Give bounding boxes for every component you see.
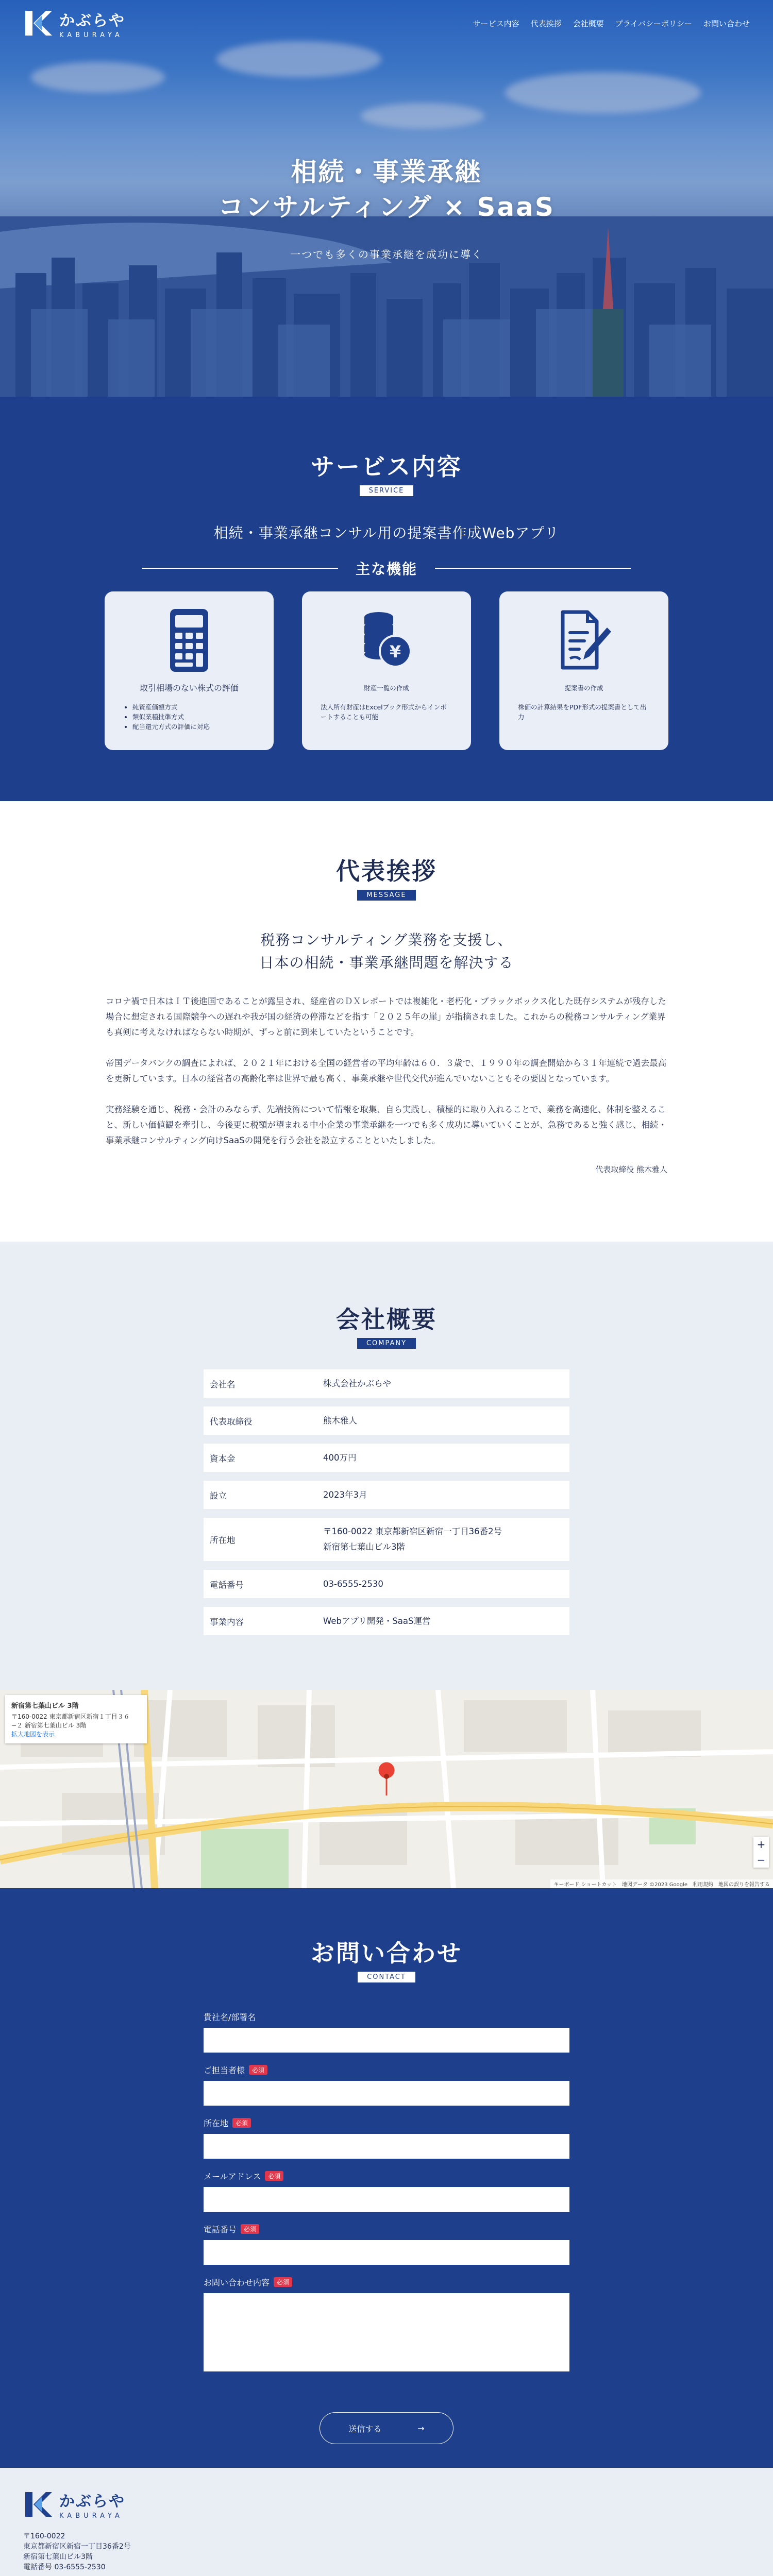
- footer-phone: 電話番号 03-6555-2530: [23, 2563, 106, 2571]
- map-place-address: 〒160-0022 東京都新宿区新宿１丁目３６−２ 新宿第七葉山ビル 3階: [11, 1713, 130, 1729]
- google-map[interactable]: [0, 1690, 773, 1888]
- map-enlarge-link[interactable]: 拡大地図を表示: [11, 1731, 55, 1738]
- nav-link-service[interactable]: サービス内容: [473, 19, 519, 28]
- message-paragraph: 帝国データバンクの調査によれば、２０２１年における全国の経営者の平均年齢は６０．３歳で、１９９０年の調査開始から３１年連続で過去最高を更新しています。日本の経営者の高齢化率は世界で最も高く、事業承継や世代交代が進んでいないこともその要因となっています。: [106, 1058, 667, 1083]
- coins-yen-icon: [358, 607, 415, 674]
- hero-title-line1: 相続・事業承継: [291, 157, 482, 187]
- field-label: [204, 2170, 569, 2182]
- field-label-text: ご担当者様: [204, 2065, 245, 2075]
- logo-name-jp: かぶらや: [59, 2493, 125, 2511]
- contact-tag: CONTACT: [358, 1972, 415, 1982]
- required-badge: 必須: [265, 2171, 283, 2181]
- row-value: 熊木雅人: [323, 1415, 357, 1426]
- contact-section: [0, 1888, 773, 2468]
- field-label: [204, 2011, 569, 2023]
- list-item: • 配当還元方式の評価に対応: [132, 722, 255, 732]
- nav-link-privacy[interactable]: プライバシーポリシー: [615, 19, 692, 28]
- message-lead-line2: 日本の相続・事業承継問題を解決する: [259, 954, 514, 971]
- kaburaya-logo-icon: [23, 2490, 52, 2519]
- contact-title: お問い合わせ: [311, 1939, 462, 1967]
- row-value: 株式会社かぶらや: [323, 1378, 391, 1388]
- submit-button[interactable]: [320, 2412, 453, 2444]
- logo-name-en: KABURAYA: [59, 2512, 123, 2520]
- nav-link-contact[interactable]: お問い合わせ: [703, 19, 750, 28]
- table-row: [204, 1481, 569, 1509]
- nav-link-message[interactable]: 代表挨拶: [530, 19, 562, 28]
- field-address: [204, 2117, 569, 2159]
- field-label-text: 電話番号: [204, 2225, 237, 2234]
- features-heading-text: 主な機能: [355, 561, 417, 578]
- field-label-text: メールアドレス: [204, 2172, 261, 2181]
- company-title: 会社概要: [336, 1306, 437, 1333]
- address-line1: 〒160-0022 東京都新宿区新宿一丁目36番2号: [323, 1527, 502, 1536]
- message-lead: [0, 929, 773, 974]
- row-value: 2023年3月: [323, 1489, 367, 1500]
- message-body: [106, 994, 667, 1148]
- required-badge: 必須: [232, 2118, 251, 2128]
- feature-cards: [0, 591, 773, 750]
- svg-text:¥: ¥: [389, 642, 401, 662]
- table-row: [204, 1607, 569, 1635]
- card-title: 財産一覧の作成: [364, 684, 409, 692]
- card-title: 取引相場のない株式の評価: [139, 683, 239, 693]
- logo-name-jp: かぶらや: [59, 11, 125, 30]
- divider: [435, 568, 631, 569]
- company-tag: COMPANY: [357, 1338, 416, 1349]
- row-key: 資本金: [210, 1453, 236, 1464]
- hero-subtitle: 一つでも多くの事業承継を成功に導く: [290, 248, 483, 261]
- list-item: • 類似業種批準方式: [132, 712, 255, 722]
- row-key: 会社名: [210, 1379, 236, 1389]
- field-phone: [204, 2223, 569, 2265]
- divider: [142, 568, 338, 569]
- footer-address: [23, 2531, 750, 2572]
- card-text: 法人所有財産はExcelブック形式からインポートすることも可能: [321, 703, 447, 721]
- list-item: • 純資産価額方式: [132, 702, 255, 712]
- table-row: [204, 1406, 569, 1435]
- top-nav: [0, 0, 773, 46]
- field-label: [204, 2223, 569, 2235]
- address-line2: 新宿第七葉山ビル3階: [323, 1542, 405, 1552]
- message-paragraph: コロナ禍で日本はＩＴ後進国であることが露呈され、経産省のＤＸレポートでは複雑化・老朽化・ブラックボックス化した既存システムが残存した場合に想定される国際競争への遅れや我が国の経済の停滞などを指す「２０２５年の崖」が指摘されました。これからの税務コンサルティング業界も真剣に考えなければならない時期が、ずっと前に到来していたということです。: [106, 996, 666, 1037]
- person-input[interactable]: [204, 2081, 569, 2106]
- message-paragraph: 実務経験を通じ、税務・会計のみならず、先端技術について情報を取集、自ら実践し、積極的に取り入れることで、業務を高速化、体制を整えること、新しい価値観を牽引し、今後更に税額が望まれる中小企業の事業承継を一つでも多く成功に導いていくことが、急務であると強く感じ、相続・事業承継コンサルティング向けSaaSの開発を行う会社を設立することといたしました。: [106, 1105, 667, 1145]
- required-badge: 必須: [241, 2224, 259, 2234]
- calculator-icon: [161, 607, 217, 674]
- map-place-name: 新宿第七葉山ビル 3階: [11, 1702, 79, 1710]
- card-list: [123, 702, 255, 732]
- row-value: Webアプリ開発・SaaS運営: [323, 1616, 431, 1626]
- footer-postal: 〒160-0022: [23, 2532, 65, 2540]
- company-table: [204, 1369, 569, 1635]
- field-email: [204, 2170, 569, 2212]
- required-badge: 必須: [274, 2277, 292, 2287]
- email-input[interactable]: [204, 2187, 569, 2212]
- message-title: 代表挨拶: [336, 857, 437, 885]
- row-value: [323, 1518, 502, 1561]
- document-pen-icon: [556, 607, 612, 674]
- phone-input[interactable]: [204, 2240, 569, 2265]
- footer-logo[interactable]: [23, 2488, 750, 2520]
- table-row: [204, 1518, 569, 1561]
- feature-card-asset-list: [302, 591, 471, 750]
- map-zoom-controls: [753, 1837, 769, 1868]
- row-key: 設立: [210, 1490, 227, 1501]
- hero-text: [0, 155, 773, 261]
- hero-title-line2: コンサルティング × SaaS: [218, 192, 555, 222]
- field-label-text: お問い合わせ内容: [204, 2278, 270, 2287]
- message-signature: 代表取締役 熊木雅人: [595, 1165, 667, 1174]
- table-row: [204, 1369, 569, 1398]
- field-label-text: 貴社名/部署名: [204, 2012, 256, 2022]
- table-row: [204, 1570, 569, 1598]
- arrow-right-icon: →: [417, 2423, 425, 2433]
- row-key: 所在地: [210, 1535, 236, 1545]
- inquiry-textarea[interactable]: [204, 2293, 569, 2371]
- site-logo[interactable]: [23, 8, 125, 39]
- logo-name-en: KABURAYA: [59, 31, 123, 39]
- card-title: 提案書の作成: [564, 684, 603, 692]
- message-tag: MESSAGE: [357, 890, 415, 901]
- company-section: [0, 1242, 773, 1690]
- address-input[interactable]: [204, 2134, 569, 2159]
- row-key: 代表取締役: [210, 1416, 253, 1427]
- row-value: 03-6555-2530: [323, 1579, 383, 1589]
- row-key: 事業内容: [210, 1617, 244, 1627]
- company-input[interactable]: [204, 2028, 569, 2053]
- zoom-out-button[interactable]: −: [757, 1854, 766, 1866]
- field-company: [204, 2011, 569, 2053]
- message-lead-line1: 税務コンサルティング業務を支援し、: [260, 931, 513, 948]
- footer-street: 東京都新宿区新宿一丁目36番2号: [23, 2543, 131, 2551]
- field-label-text: 所在地: [204, 2119, 229, 2128]
- map-credit: キーボード ショートカット 地図データ ©2023 Google 利用規約 地図の誤りを報告する: [550, 1879, 773, 1888]
- feature-card-valuation: [105, 591, 274, 750]
- submit-label: 送信する: [348, 2424, 382, 2434]
- field-label: [204, 2064, 569, 2076]
- row-value: 400万円: [323, 1452, 357, 1463]
- nav-link-company[interactable]: 会社概要: [573, 19, 604, 28]
- map-place-card: [5, 1695, 147, 1743]
- field-person: [204, 2064, 569, 2106]
- zoom-in-button[interactable]: +: [757, 1838, 766, 1851]
- required-badge: 必須: [249, 2065, 267, 2075]
- message-section: [0, 801, 773, 1242]
- service-section: [0, 397, 773, 801]
- site-footer: [0, 2468, 773, 2576]
- row-key: 電話番号: [210, 1580, 244, 1590]
- hero-section: [0, 0, 773, 397]
- field-label: [204, 2117, 569, 2129]
- table-row: [204, 1444, 569, 1472]
- nav-links: [473, 18, 750, 29]
- field-label: [204, 2276, 569, 2288]
- service-tag: SERVICE: [360, 485, 414, 496]
- footer-building: 新宿第七葉山ビル3階: [23, 2553, 93, 2561]
- features-heading: [0, 558, 773, 579]
- kaburaya-logo-icon: [23, 9, 52, 38]
- card-text: 株価の計算結果をPDF形式の提案書として出力: [518, 703, 647, 721]
- contact-form: [204, 2011, 569, 2444]
- feature-card-proposal: [499, 591, 668, 750]
- hero-title: [0, 155, 773, 225]
- service-title: サービス内容: [311, 453, 462, 481]
- field-inquiry: [204, 2276, 569, 2374]
- service-lead: 相続・事業承継コンサル用の提案書作成Webアプリ: [213, 524, 560, 541]
